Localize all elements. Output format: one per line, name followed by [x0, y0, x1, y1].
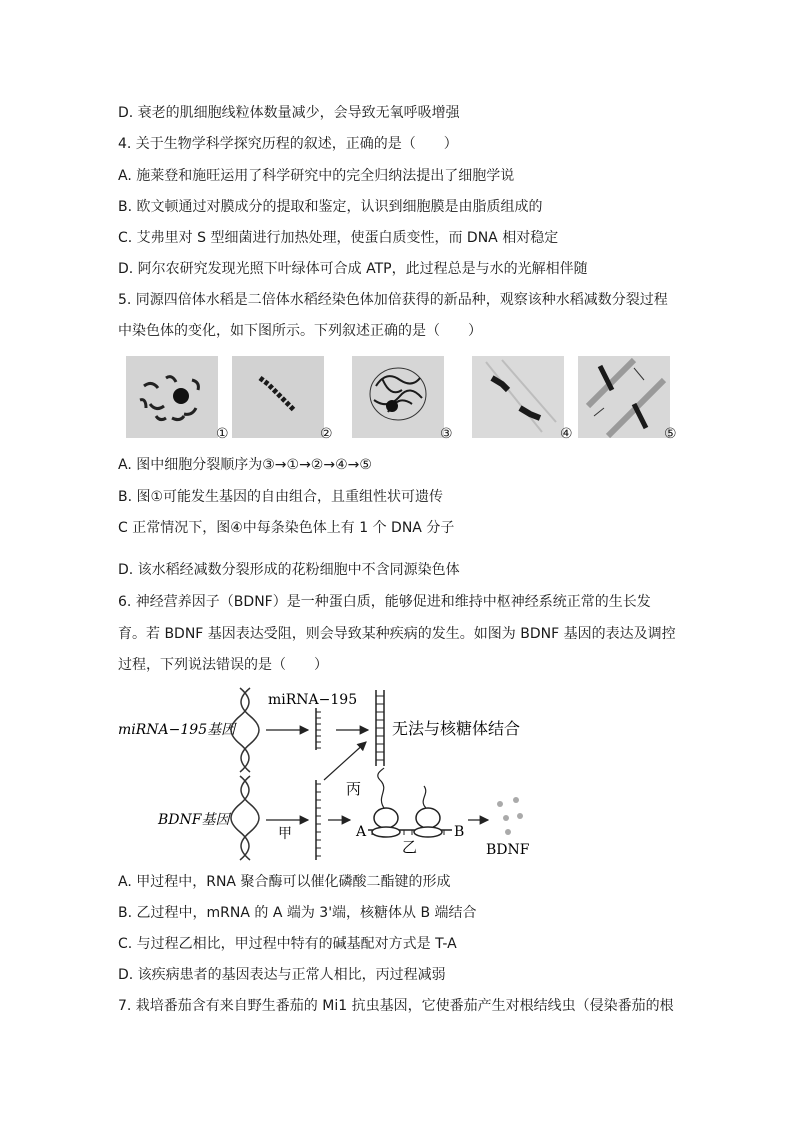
q5-option-c: C 正常情况下，图④中每条染色体上有 1 个 DNA 分子: [118, 520, 455, 536]
mirna-strand: [316, 708, 321, 750]
micrograph-2: [232, 356, 324, 438]
q5-option-d: D. 该水稻经减数分裂形成的花粉细胞中不含同源染色体: [118, 562, 460, 578]
mirna-gene-dna-helix: [231, 688, 259, 772]
q5-option-b: B. 图①可能发生基因的自由组合，且重组性状可遗传: [118, 489, 444, 505]
bdnf-protein-dots: [497, 797, 523, 835]
process-yi-label: 乙: [402, 838, 418, 856]
q6-stem-line3: 过程，下列说法错误的是（ ）: [118, 657, 328, 673]
q6-stem-line1: 6. 神经营养因子（BDNF）是一种蛋白质，能够促进和维持中枢神经系统正常的生长发: [118, 594, 651, 610]
mrna-end-a-label: A: [356, 824, 367, 840]
micrograph-3: [352, 356, 444, 438]
micrograph-4: [472, 356, 564, 438]
bdnf-product-label: BDNF: [486, 842, 530, 858]
q6-option-d: D. 该疾病患者的基因表达与正常人相比，丙过程减弱: [118, 967, 446, 983]
q6-option-c: C. 与过程乙相比，甲过程中特有的碱基配对方式是 T-A: [118, 936, 457, 952]
q4-stem: 4. 关于生物学科学探究历程的叙述，正确的是（ ）: [118, 136, 458, 152]
micrograph-label-3: ③: [440, 426, 453, 442]
bdnf-expression-diagram: [118, 684, 558, 862]
q6-option-b: B. 乙过程中，mRNA 的 A 端为 3'端，核糖体从 B 端结合: [118, 905, 477, 921]
mirna-195-label: miRNA−195: [268, 692, 358, 708]
mirna-mrna-duplex: [376, 690, 384, 766]
q6-stem-line2: 育。若 BDNF 基因表达受阻，则会导致某种疾病的发生。如图为 BDNF 基因的表达及调控: [118, 626, 676, 642]
q6-option-a: A. 甲过程中，RNA 聚合酶可以催化磷酸二酯键的形成: [118, 874, 451, 890]
q4-option-d: D. 阿尔农研究发现光照下叶绿体可合成 ATP，此过程总是与水的光解相伴随: [118, 261, 588, 277]
process-jia-label: 甲: [278, 826, 292, 842]
process-bing-label: 丙: [346, 780, 362, 798]
bdnf-mrna-strand: [316, 780, 321, 860]
meiosis-micrographs: [126, 356, 686, 440]
micrograph-label-5: ⑤: [664, 426, 677, 442]
mirna-gene-label: miRNA−195基因: [118, 722, 236, 738]
micrograph-5: [578, 356, 670, 438]
micrograph-label-1: ①: [216, 426, 229, 442]
bdnf-gene-dna-helix: [231, 776, 259, 860]
micrograph-label-4: ④: [560, 426, 573, 442]
micrograph-label-2: ②: [320, 426, 333, 442]
q5-option-a: A. 图中细胞分裂顺序为③→①→②→④→⑤: [118, 457, 372, 473]
q3-option-d: D. 衰老的肌细胞线粒体数量减少，会导致无氧呼吸增强: [118, 105, 460, 121]
q4-option-b: B. 欧文顿通过对膜成分的提取和鉴定，认识到细胞膜是由脂质组成的: [118, 199, 543, 215]
micrograph-1: [126, 356, 218, 438]
mrna-end-b-label: B: [454, 824, 465, 840]
q4-option-a: A. 施莱登和施旺运用了科学研究中的完全归纳法提出了细胞学说: [118, 168, 515, 184]
bdnf-gene-label: BDNF基因: [158, 812, 230, 828]
q4-option-c: C. 艾弗里对 S 型细菌进行加热处理，使蛋白质变性，而 DNA 相对稳定: [118, 230, 559, 246]
translation-ribosomes: [368, 768, 452, 837]
q5-stem-line2: 中染色体的变化，如下图所示。下列叙述正确的是（ ）: [118, 323, 482, 339]
q5-stem-line1: 5. 同源四倍体水稻是二倍体水稻经染色体加倍获得的新品种，观察该种水稻减数分裂过程: [118, 292, 668, 308]
q7-stem-line1: 7. 栽培番茄含有来自野生番茄的 Mi1 抗虫基因，它使番茄产生对根结线虫（侵染番茄的根: [118, 998, 674, 1014]
no-ribosome-binding-label: 无法与核糖体结合: [392, 719, 521, 738]
